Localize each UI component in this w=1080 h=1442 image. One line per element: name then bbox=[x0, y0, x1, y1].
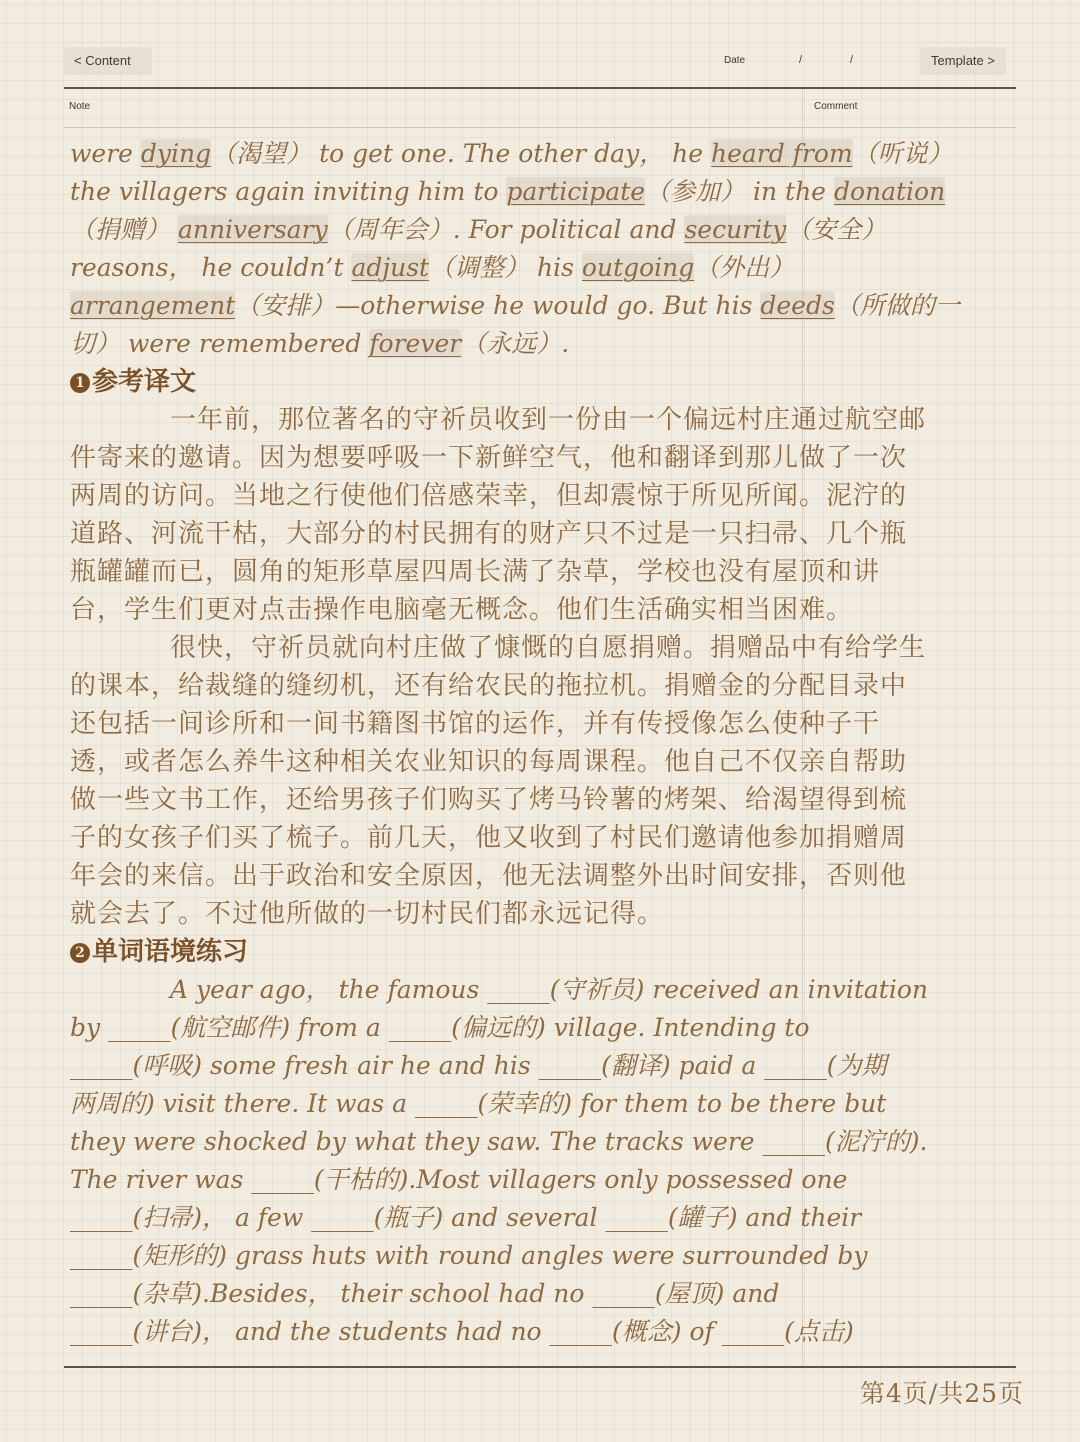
translation-line: 件寄来的邀请。因为想要呼吸一下新鲜空气，他和翻译到那儿做了一次 bbox=[70, 443, 908, 473]
vocab-word: participate bbox=[506, 177, 646, 206]
vocab-word: donation bbox=[833, 177, 946, 206]
vocab-word: heard from bbox=[710, 139, 853, 168]
content-back-button[interactable]: < Content bbox=[64, 47, 152, 75]
exercise-line: they were shocked by what they saw. The tracks were _____(泥泞的). bbox=[70, 1127, 928, 1156]
vocab-word: outgoing bbox=[581, 253, 695, 282]
translation-line: 两周的访问。当地之行使他们倍感荣幸，但却震惊于所见所闻。泥泞的 bbox=[70, 481, 908, 511]
vocab-word: security bbox=[684, 215, 787, 244]
section-heading-exercise: 2 单词语境练习 bbox=[70, 933, 1020, 971]
exercise-line: _____(杂草).Besides， their school had no _____(屋顶) and bbox=[70, 1279, 780, 1308]
section-number-badge: 1 bbox=[70, 373, 90, 393]
page-number: 第4页/共25页 bbox=[859, 1379, 1024, 1408]
exercise-line: _____(讲台)， and the students had no _____(概念) of _____(点击) bbox=[70, 1317, 854, 1346]
passage-line: reasons， he couldn’t adjust（调整） his outgoing（外出） bbox=[70, 253, 795, 282]
exercise-line: _____(矩形的) grass huts with round angles were surrounded by bbox=[70, 1241, 868, 1270]
translation-line: 很快，守祈员就向村庄做了慷慨的自愿捐赠。捐赠品中有给学生 bbox=[170, 633, 927, 663]
section-number-badge: 2 bbox=[70, 943, 90, 963]
passage-line: 切） were remembered forever（永远）. bbox=[70, 329, 570, 358]
translation-line: 透，或者怎么养牛这种相关农业知识的每周课程。他自己不仅亲自帮助 bbox=[70, 747, 908, 777]
date-label: Date bbox=[724, 55, 746, 66]
note-content bbox=[70, 135, 1020, 1351]
passage-line: the villagers again inviting him to participate（参加） in the donation bbox=[70, 177, 946, 206]
vocab-word: anniversary bbox=[177, 215, 328, 244]
exercise-line: A year ago， the famous _____(守祈员) received an invitation bbox=[170, 975, 928, 1004]
header-divider bbox=[64, 87, 1016, 89]
translation-line: 道路、河流干枯，大部分的村民拥有的财产只不过是一只扫帚、几个瓶 bbox=[70, 519, 908, 549]
translation-line: 子的女孩子们买了梳子。前几天，他又收到了村民们邀请他参加捐赠周 bbox=[70, 823, 908, 853]
exercise-line: _____(扫帚)， a few _____(瓶子) and several _____(罐子) and their bbox=[70, 1203, 862, 1232]
translation-line: 的课本，给裁缝的缝纫机，还有给农民的拖拉机。捐赠金的分配目录中 bbox=[70, 671, 908, 701]
translation-line: 年会的来信。出于政治和安全原因，他无法调整外出时间安排，否则他 bbox=[70, 861, 908, 891]
exercise-line: by _____(航空邮件) from a _____(偏远的) village. Intending to bbox=[70, 1013, 810, 1042]
passage-line: were dying（渴望） to get one. The other day， he heard from（听说） bbox=[70, 139, 953, 168]
passage-line: arrangement（安排）—otherwise he would go. But his deeds（所做的一 bbox=[70, 291, 960, 320]
vocab-word: arrangement bbox=[70, 291, 236, 320]
translation-line: 台，学生们更对点击操作电脑毫无概念。他们生活确实相当困难。 bbox=[70, 595, 854, 625]
translation-line: 一年前，那位著名的守祈员收到一份由一个偏远村庄通过航空邮 bbox=[170, 405, 927, 435]
footer-divider bbox=[64, 1366, 1016, 1368]
date-slash: / bbox=[850, 54, 854, 66]
exercise-line: _____(呼吸) some fresh air he and his _____(翻译) paid a _____(为期 bbox=[70, 1051, 887, 1080]
vocab-word: dying bbox=[140, 139, 212, 168]
passage-line: （捐赠） anniversary（周年会）. For political and security（安全） bbox=[70, 215, 887, 244]
translation-line: 还包括一间诊所和一间书籍图书馆的运作，并有传授像怎么使种子干 bbox=[70, 709, 881, 739]
top-toolbar bbox=[64, 47, 1016, 75]
comment-label: Comment bbox=[814, 101, 858, 112]
note-divider bbox=[64, 127, 1016, 128]
vocab-word: forever bbox=[369, 329, 462, 358]
translation-line: 就会去了。不过他所做的一切村民们都永远记得。 bbox=[70, 899, 665, 929]
translation-line: 做一些文书工作，还给男孩子们购买了烤马铃薯的烤架、给渴望得到梳 bbox=[70, 785, 908, 815]
date-slash: / bbox=[799, 54, 803, 66]
vocab-word: deeds bbox=[760, 291, 835, 320]
template-button[interactable]: Template > bbox=[920, 47, 1006, 75]
vocab-word: adjust bbox=[351, 253, 430, 282]
note-label: Note bbox=[69, 101, 91, 112]
exercise-line: The river was _____(干枯的).Most villagers only possessed one bbox=[70, 1165, 848, 1194]
translation-line: 瓶罐罐而已，圆角的矩形草屋四周长满了杂草，学校也没有屋顶和讲 bbox=[70, 557, 881, 587]
section-heading-translation: 1 参考译文 bbox=[70, 363, 1020, 401]
exercise-line: 两周的) visit there. It was a _____(荣幸的) for them to be there but bbox=[70, 1089, 887, 1118]
